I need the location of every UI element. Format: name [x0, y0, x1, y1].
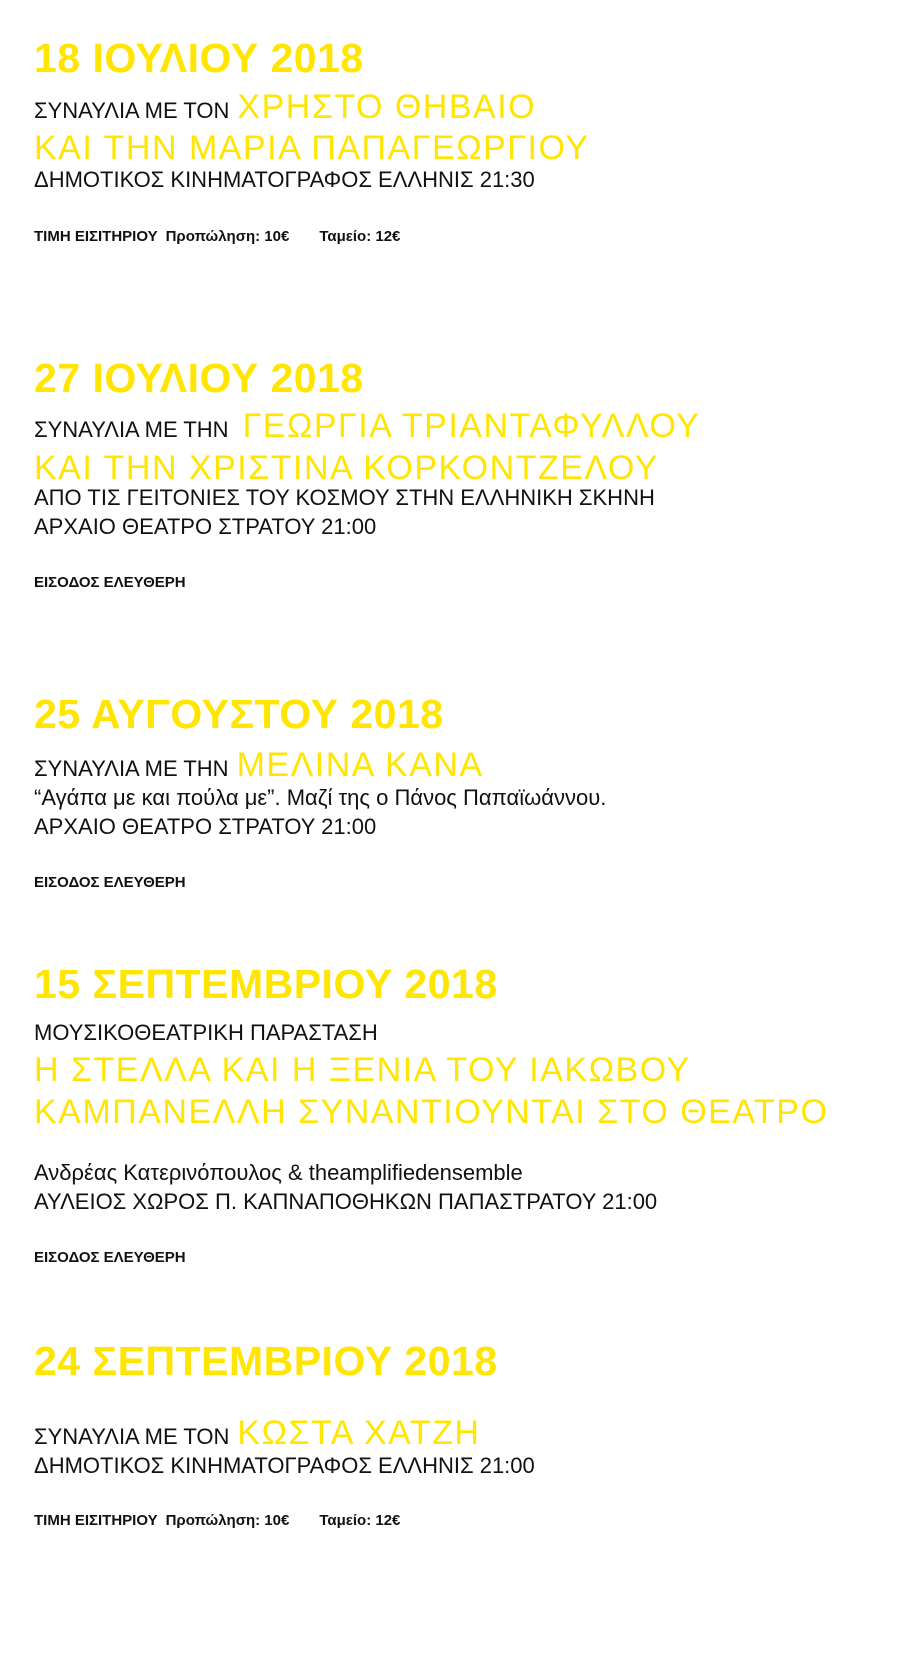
event-1-box-office: Ταμείο: 12€	[319, 228, 401, 245]
event-1-ticket-label: ΤΙΜΗ ΕΙΣΙΤΗΡΙΟΥ	[34, 228, 158, 245]
event-2-venue: ΑΡΧΑΙΟ ΘΕΑΤΡΟ ΣΤΡΑΤΟΥ 21:00	[34, 514, 377, 539]
event-4-entry: ΕΙΣΟΔΟΣ ΕΛΕΥΘΕΡΗ	[34, 1249, 186, 1266]
event-1-intro-row	[34, 90, 536, 124]
event-4-subtitle: Ανδρέας Κατερινόπουλος & theamplifiedensemble	[34, 1160, 523, 1185]
event-3-intro: ΣΥΝΑΥΛΙΑ ΜΕ ΤΗΝ	[34, 756, 229, 781]
event-3-intro-row	[34, 748, 484, 782]
event-3-entry: ΕΙΣΟΔΟΣ ΕΛΕΥΘΕΡΗ	[34, 874, 186, 891]
event-4-venue: ΑΥΛΕΙΟΣ ΧΩΡΟΣ Π. ΚΑΠΝΑΠΟΘΗΚΩΝ ΠΑΠΑΣΤΡΑΤΟΥ 21:00	[34, 1189, 658, 1214]
event-2-performer-line2: ΚΑΙ ΤΗΝ ΧΡΙΣΤΙΝΑ ΚΟΡΚΟΝΤΖΕΛΟΥ	[34, 449, 659, 487]
event-3-date: 25 ΑΥΓΟΥΣΤΟΥ 2018	[34, 691, 444, 737]
event-1-intro: ΣΥΝΑΥΛΙΑ ΜΕ ΤΟΝ	[34, 98, 230, 123]
event-1-venue: ΔΗΜΟΤΙΚΟΣ ΚΙΝΗΜΑΤΟΓΡΑΦΟΣ ΕΛΛΗΝΙΣ 21:30	[34, 167, 535, 192]
event-5-date: 24 ΣΕΠΤΕΜΒΡΙΟΥ 2018	[34, 1338, 498, 1384]
event-5-performer-line1: ΚΩΣΤΑ ΧΑΤΖΗ	[237, 1414, 481, 1452]
event-4-intro: ΜΟΥΣΙΚΟΘΕΑΤΡΙΚΗ ΠΑΡΑΣΤΑΣΗ	[34, 1020, 378, 1045]
event-4-performer-line1: Η ΣΤΕΛΛΑ ΚΑΙ Η ΞΕΝΙΑ ΤΟΥ ΙΑΚΩΒΟΥ	[34, 1051, 691, 1089]
event-2-date: 27 ΙΟΥΛΙΟΥ 2018	[34, 355, 364, 401]
event-4-date: 15 ΣΕΠΤΕΜΒΡΙΟΥ 2018	[34, 961, 498, 1007]
event-5-presale: Προπώληση: 10€	[165, 1512, 290, 1529]
event-3-subtitle: “Αγάπα με και πούλα με”. Μαζί της ο Πάνος Παπαϊωάννου.	[34, 785, 607, 810]
event-5-venue: ΔΗΜΟΤΙΚΟΣ ΚΙΝΗΜΑΤΟΓΡΑΦΟΣ ΕΛΛΗΝΙΣ 21:00	[34, 1453, 535, 1478]
event-5-intro: ΣΥΝΑΥΛΙΑ ΜΕ ΤΟΝ	[34, 1424, 230, 1449]
event-3-venue: ΑΡΧΑΙΟ ΘΕΑΤΡΟ ΣΤΡΑΤΟΥ 21:00	[34, 814, 377, 839]
event-5-intro-row	[34, 1416, 480, 1450]
event-2-intro: ΣΥΝΑΥΛΙΑ ΜΕ ΤΗΝ	[34, 417, 229, 442]
event-5-ticket-label: ΤΙΜΗ ΕΙΣΙΤΗΡΙΟΥ	[34, 1512, 158, 1529]
event-2-performer-line1: ΓΕΩΡΓΙΑ ΤΡΙΑΝΤΑΦΥΛΛΟΥ	[242, 407, 701, 445]
event-2-entry: ΕΙΣΟΔΟΣ ΕΛΕΥΘΕΡΗ	[34, 574, 186, 591]
event-4-performer-line2: ΚΑΜΠΑΝΕΛΛΗ ΣΥΝΑΝΤΙΟΥΝΤΑΙ ΣΤΟ ΘΕΑΤΡΟ	[34, 1093, 829, 1131]
event-5-ticket-row	[34, 1513, 400, 1528]
event-1-date: 18 ΙΟΥΛΙΟΥ 2018	[34, 35, 364, 81]
event-3-performer-line1: ΜΕΛΙΝΑ ΚΑΝΑ	[236, 746, 484, 784]
event-2-intro-row	[34, 409, 700, 443]
event-5-box-office: Ταμείο: 12€	[319, 1512, 401, 1529]
event-1-ticket-row	[34, 229, 400, 244]
event-1-performer-line2: ΚΑΙ ΤΗΝ ΜΑΡΙΑ ΠΑΠΑΓΕΩΡΓΙΟΥ	[34, 129, 590, 167]
event-1-performer-line1: ΧΡΗΣΤΟ ΘΗΒΑΙΟ	[237, 88, 537, 126]
event-2-subtitle: ΑΠΟ ΤΙΣ ΓΕΙΤΟΝΙΕΣ ΤΟΥ ΚΟΣΜΟΥ ΣΤΗΝ ΕΛΛΗΝΙΚΗ ΣΚΗΝΗ	[34, 485, 655, 510]
event-1-presale: Προπώληση: 10€	[165, 228, 290, 245]
